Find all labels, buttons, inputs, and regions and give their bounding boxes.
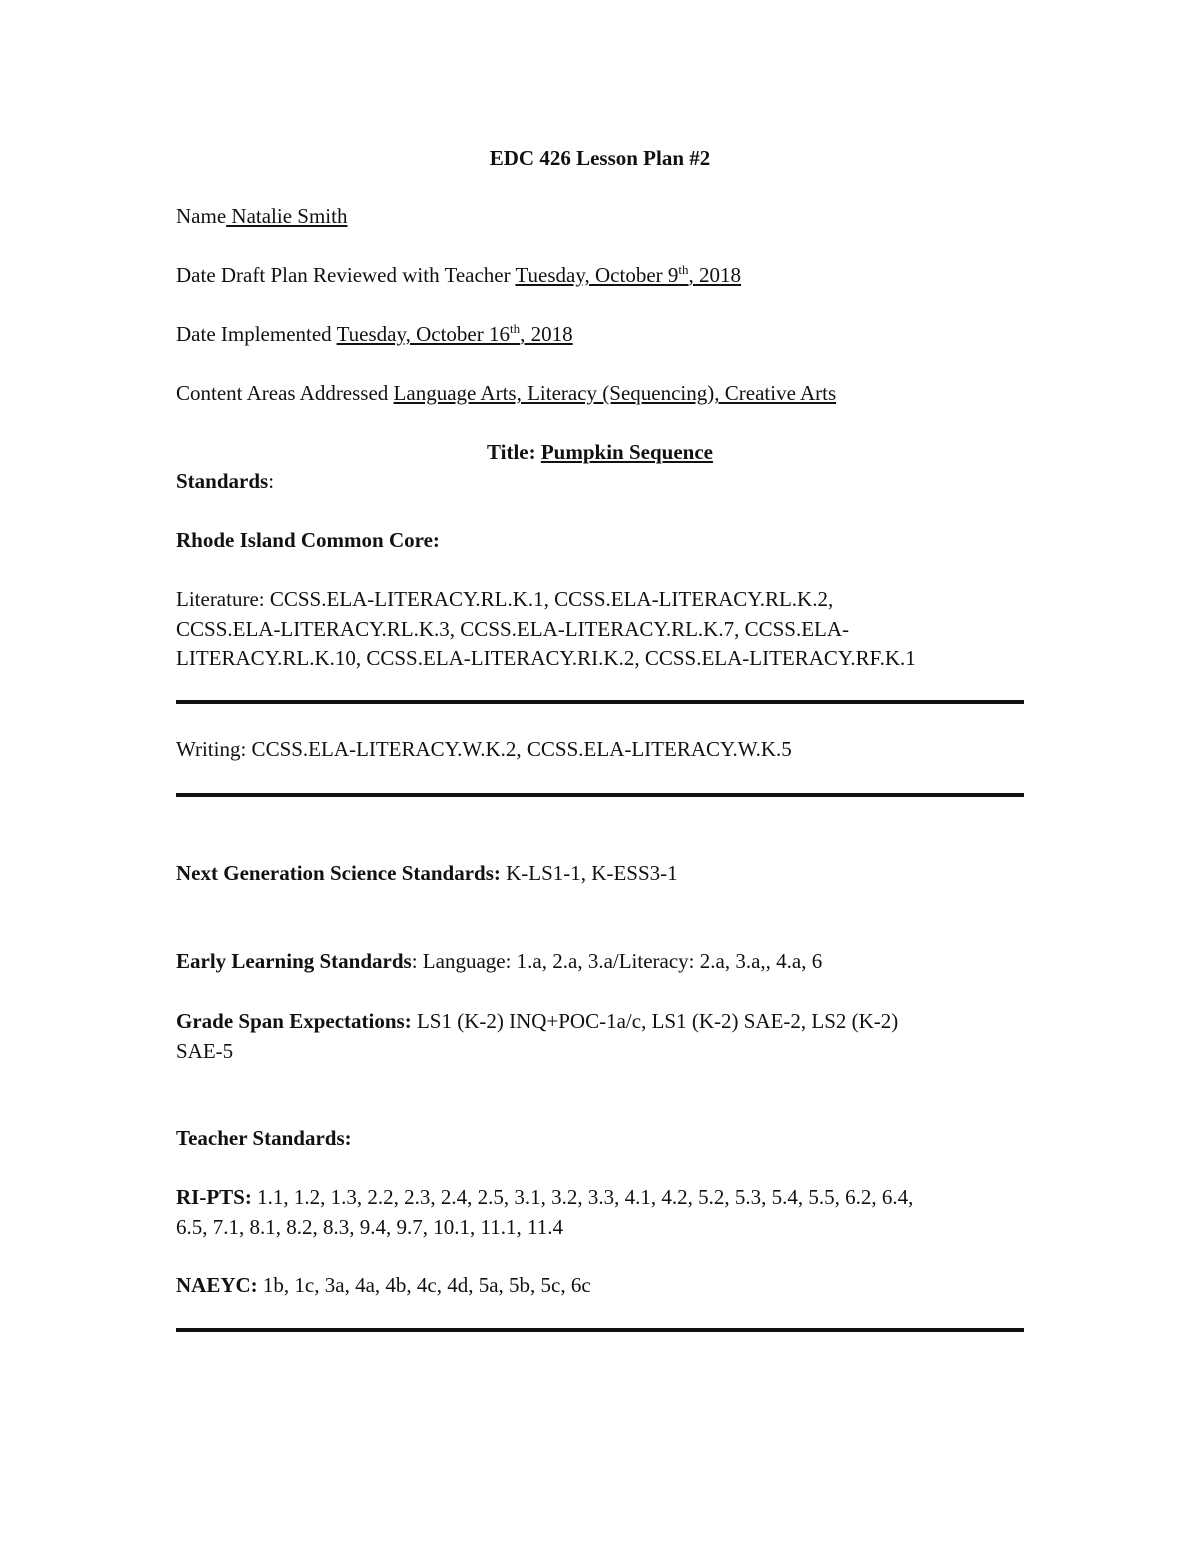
ri-pts-line-1 bbox=[176, 1182, 913, 1212]
lesson-title bbox=[0, 437, 1200, 467]
draft-date-line bbox=[176, 260, 741, 290]
grade-span-line-1 bbox=[176, 1006, 898, 1036]
grade-span-label: Grade Span Expectations: bbox=[176, 1009, 412, 1033]
ngss-value: K-LS1-1, K-ESS3-1 bbox=[500, 861, 678, 885]
literature-line-3: LITERACY.RL.K.10, CCSS.ELA-LITERACY.RI.K.2, CCSS.ELA-LITERACY.RF.K.1 bbox=[176, 646, 916, 670]
early-learning-line bbox=[176, 946, 822, 976]
content-areas-label: Content Areas Addressed bbox=[176, 381, 394, 405]
grade-span-line-2: SAE-5 bbox=[176, 1039, 234, 1063]
early-learning-value: : Language: 1.a, 2.a, 3.a/Literacy: 2.a, 3.a,, 4.a, 6 bbox=[411, 949, 823, 973]
divider-rule bbox=[176, 1328, 1024, 1332]
implemented-date-line bbox=[176, 319, 573, 349]
title-value: Pumpkin Sequence bbox=[540, 440, 713, 464]
draft-date-label: Date Draft Plan Reviewed with Teacher bbox=[176, 263, 516, 287]
standards-label: Standards bbox=[176, 469, 269, 493]
naeyc-value: 1b, 1c, 3a, 4a, 4b, 4c, 4d, 5a, 5b, 5c, 6c bbox=[257, 1273, 591, 1297]
divider-rule bbox=[176, 793, 1024, 797]
ri-common-core-heading: Rhode Island Common Core: bbox=[176, 528, 440, 552]
naeyc-label: NAEYC: bbox=[176, 1273, 258, 1297]
implemented-date-value: Tuesday, October 16th, 2018 bbox=[336, 321, 573, 346]
name-label: Name bbox=[176, 204, 227, 228]
title-label: Title: bbox=[487, 440, 541, 464]
draft-date-value: Tuesday, October 9th, 2018 bbox=[515, 262, 742, 287]
grade-span-value: LS1 (K-2) INQ+POC-1a/c, LS1 (K-2) SAE-2, LS2 (K-2) bbox=[411, 1009, 899, 1033]
writing-line: Writing: CCSS.ELA-LITERACY.W.K.2, CCSS.ELA-LITERACY.W.K.5 bbox=[176, 737, 792, 761]
name-line bbox=[176, 201, 347, 231]
ri-pts-value: 1.1, 1.2, 1.3, 2.2, 2.3, 2.4, 2.5, 3.1, 3.2, 3.3, 4.1, 4.2, 5.2, 5.3, 5.4, 5.5, 6.2, 6.4, bbox=[251, 1185, 914, 1209]
ngss-label: Next Generation Science Standards: bbox=[176, 861, 501, 885]
literature-line-2: CCSS.ELA-LITERACY.RL.K.3, CCSS.ELA-LITERACY.RL.K.7, CCSS.ELA- bbox=[176, 617, 850, 641]
ngss-line bbox=[176, 858, 678, 888]
content-areas-value: Language Arts, Literacy (Sequencing), Creative Arts bbox=[393, 381, 837, 405]
naeyc-line bbox=[176, 1270, 591, 1300]
ri-pts-label: RI-PTS: bbox=[176, 1185, 252, 1209]
literature-line-1: Literature: CCSS.ELA-LITERACY.RL.K.1, CCSS.ELA-LITERACY.RL.K.2, bbox=[176, 587, 834, 611]
early-learning-label: Early Learning Standards bbox=[176, 949, 412, 973]
divider-rule bbox=[176, 700, 1024, 704]
content-areas-line bbox=[176, 378, 836, 408]
implemented-date-label: Date Implemented bbox=[176, 322, 337, 346]
name-value: Natalie Smith bbox=[226, 204, 348, 228]
teacher-standards-heading: Teacher Standards: bbox=[176, 1126, 352, 1150]
document-heading: EDC 426 Lesson Plan #2 bbox=[489, 146, 711, 170]
standards-heading: Standards: bbox=[176, 469, 275, 493]
ri-pts-line-2: 6.5, 7.1, 8.1, 8.2, 8.3, 9.4, 9.7, 10.1, 11.1, 11.4 bbox=[176, 1215, 563, 1239]
